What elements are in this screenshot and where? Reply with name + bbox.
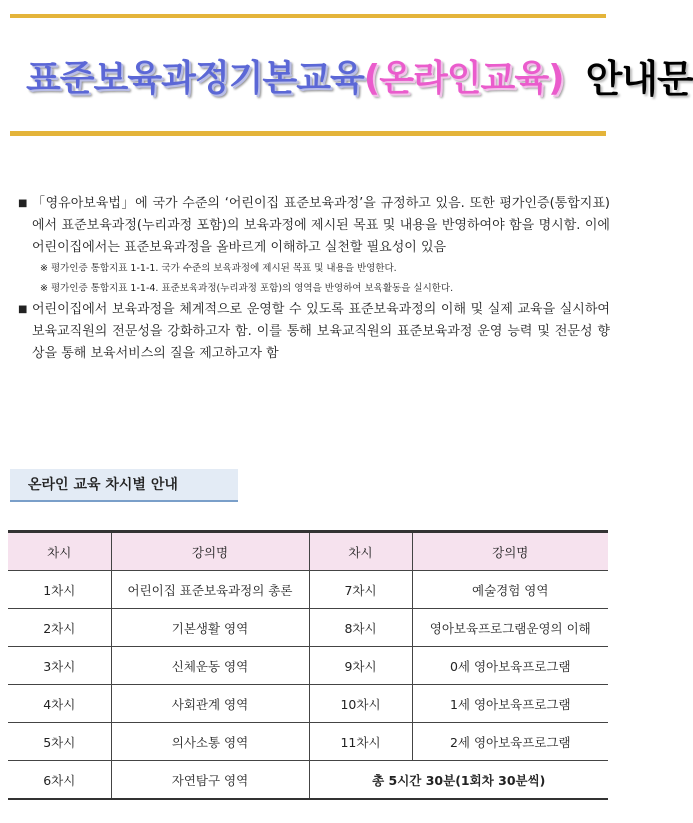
session-cell: 3차시: [8, 647, 111, 685]
lecture-cell: 0세 영아보육프로그램: [412, 647, 608, 685]
table-header-row: [8, 532, 608, 571]
lecture-cell: 의사소통 영역: [111, 723, 309, 761]
session-cell: 1차시: [8, 571, 111, 609]
square-bullet-icon: ■: [18, 304, 28, 315]
lecture-cell: 사회관계 영역: [111, 685, 309, 723]
session-cell: 4차시: [8, 685, 111, 723]
page-title: [26, 40, 693, 110]
course-schedule-table: [8, 530, 608, 800]
lecture-cell: 신체운동 영역: [111, 647, 309, 685]
title-part-2: 기본교육: [228, 57, 364, 99]
session-cell: 5차시: [8, 723, 111, 761]
table-row: [8, 761, 608, 800]
table-row: [8, 723, 608, 761]
intro-section: [18, 193, 610, 365]
intro-paragraph-1: 「영유아보육법」에 국가 수준의 ‘어린이집 표준보육과정’을 규정하고 있음. 또한 평가인증(통합지표)에서 표준보육과정(누리과정 포함)의 보육과정에 제시된 목표 및 내용을 반영하여야 함을 명시함. 이에 어린이집에서는 표준보육과정을 올바르게 이해하고 실천할 필요성이 있음: [32, 196, 610, 255]
lecture-cell: 기본생활 영역: [111, 609, 309, 647]
header-session: 차시: [8, 532, 111, 571]
table-row: [8, 647, 608, 685]
session-cell: 6차시: [8, 761, 111, 800]
title-part-3: (온라인교육): [363, 57, 564, 99]
header-top-rule: [10, 14, 606, 18]
lecture-cell: 영아보육프로그램운영의 이해: [412, 609, 608, 647]
intro-note-2: ※ 평가인증 통합지표 1-1-4. 표준보육과정(누리과정 포함)의 영역을 반영하여 보육활동을 실시한다.: [40, 283, 454, 294]
header-lecture: 강의명: [111, 532, 309, 571]
session-cell: 10차시: [309, 685, 412, 723]
square-bullet-icon: ■: [18, 198, 28, 209]
title-part-1: 표준보육과정: [26, 57, 229, 99]
table-row: [8, 685, 608, 723]
lecture-cell: 자연탐구 영역: [111, 761, 309, 800]
header-lecture: 강의명: [412, 532, 608, 571]
lecture-cell: 2세 영아보육프로그램: [412, 723, 608, 761]
session-cell: 11차시: [309, 723, 412, 761]
title-part-4: 안내문: [585, 56, 693, 101]
session-cell: 2차시: [8, 609, 111, 647]
header-bottom-rule: [10, 131, 606, 136]
intro-paragraph-2: 어린이집에서 보육과정을 체계적으로 운영할 수 있도록 표준보육과정의 이해 및 실제 교육을 실시하여 보육교직원의 전문성을 강화하고자 함. 이를 통해 보육교직원의 표준보육과정 운영 능력 및 전문성 향상을 통해 보육서비스의 질을 제고하고자 함: [32, 302, 610, 361]
lecture-cell: 1세 영아보육프로그램: [412, 685, 608, 723]
lecture-cell: 예술경험 영역: [412, 571, 608, 609]
intro-note-1: ※ 평가인증 통합지표 1-1-1. 국가 수준의 보육과정에 제시된 목표 및 내용을 반영한다.: [40, 263, 397, 274]
table-row: [8, 571, 608, 609]
session-cell: 8차시: [309, 609, 412, 647]
session-cell: 7차시: [309, 571, 412, 609]
header-session: 차시: [309, 532, 412, 571]
total-duration-cell: 총 5시간 30분(1회차 30분씩): [309, 761, 608, 800]
section-header: 온라인 교육 차시별 안내: [10, 469, 238, 502]
table-row: [8, 609, 608, 647]
intro-bullet-2: [18, 299, 610, 365]
lecture-cell: 어린이집 표준보육과정의 총론: [111, 571, 309, 609]
session-cell: 9차시: [309, 647, 412, 685]
intro-bullet-1: [18, 193, 610, 259]
